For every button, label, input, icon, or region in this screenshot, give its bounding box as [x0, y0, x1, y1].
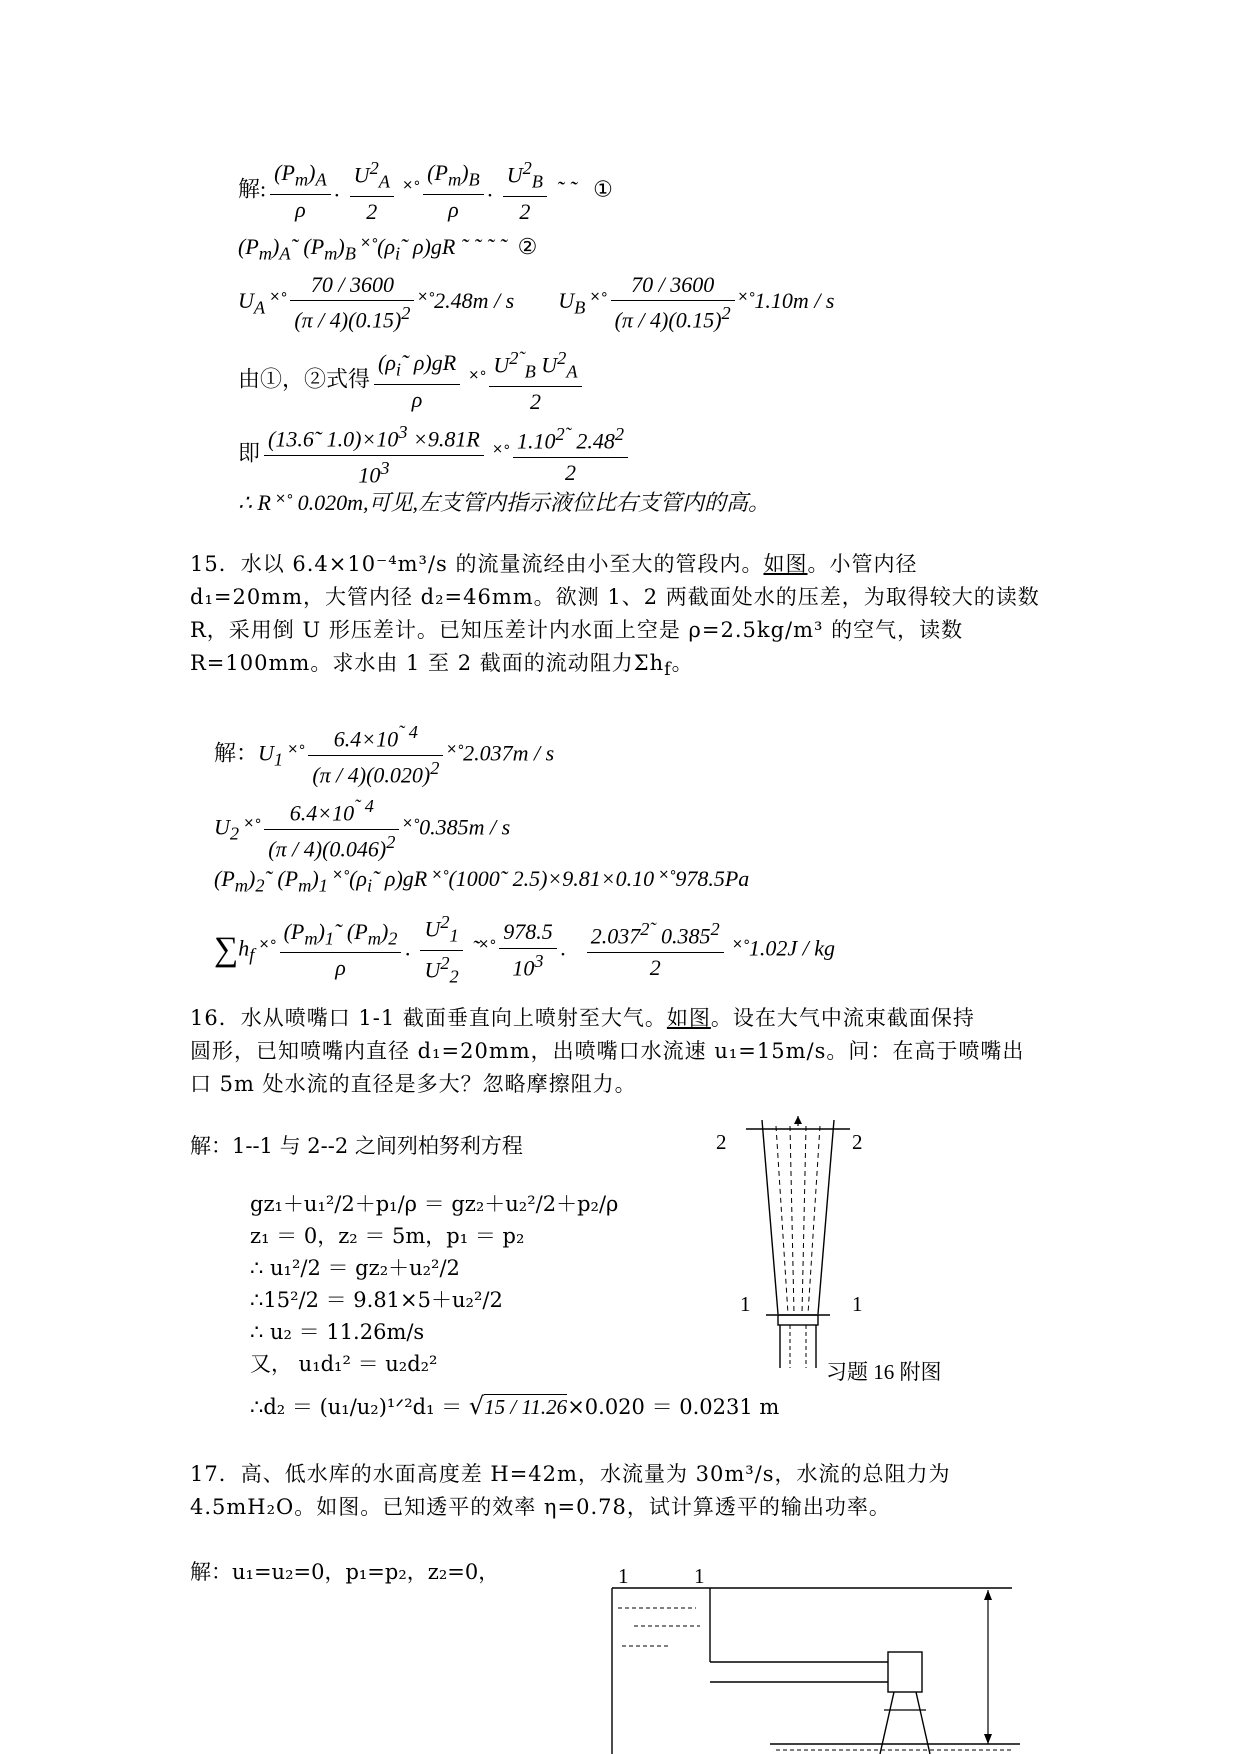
q16-eq5: ∴ u₂ ＝ 11.26m/s [250, 1320, 425, 1344]
q16-solution-title: 解：1--1 与 2--2 之间列柏努利方程 [190, 1134, 523, 1158]
q16-fig-label-2-left: 2 [716, 1130, 727, 1154]
q17-fig-label-1-left: 1 [618, 1564, 629, 1588]
q15-statement: 15．水以 6.4×10⁻⁴m³/s 的流量流经由小至大的管段内。如图。小管内径 d₁=20mm，大管内径 d₂=46mm。欲测 1、2 两截面处水的压差，为取得较大的读数 R，采用倒 U 形压差计。已知压差计内水面上空是 ρ=2.5kg/m³ 的空气，读数 R=100mm。求水由 1 至 2 截面的流动阻力$\Sigma h_f$。 [190, 552, 1040, 681]
q14-eq5: 即 $\frac{(13.6˜ 1.0)\times 10^3 \times 9.81R}{10^3}$ ˟˚ $\frac{1.10^{2˜} 2.48^2}{2}$ [238, 422, 632, 488]
q14-eq3: $U_A$ ˟˚ $\frac{70 / 3600}{(\pi / 4)(0.15)^2}$ ˟˚2.48m / s $U_B$ ˟˚ $\frac{70 / 3600}{(\pi / 4)(0.15)^2}$ ˟˚1.10m / s [238, 272, 835, 333]
q16-statement: 16．水从喷嘴口 1-1 截面垂直向上喷射至大气。如图。设在大气中流束截面保持 圆形，已知喷嘴内直径 d₁=20mm，出喷嘴口水流速 u₁=15m/s。问：在高于喷嘴出 口 5m 处水流的直径是多大？忽略摩擦阻力。 [190, 1006, 1025, 1096]
q16-eq6: 又， u₁d₁² ＝ u₂d₂² [250, 1352, 438, 1376]
q15-figure-link[interactable]: 如图 [763, 552, 808, 576]
q14-eq6: ∴ R ˟˚ 0.020m,可见,左支管内指示液位比右支管内的高。 [238, 490, 771, 515]
q15-s4: $\sum h_f$ ˟˚ $\frac{(P_m)_1˜ (P_m)_2}{\rho}$ . $\frac{U^2_1}{U^2_2}$ ˜˟˚ $\frac{978.5}{10^3}$ . $\frac{2.037^{2˜} 0.385^2}{2}$ ˟˚1.02J / kg [214, 912, 836, 987]
q15-s2: $U_2$ ˟˚ $\frac{6.4\times 10^{˜ 4}}{(\pi / 4)(0.046)^2}$ ˟˚0.385m / s [214, 796, 511, 862]
q17-solution: 解：u₁=u₂=0，p₁=p₂，z₂=0， [190, 1560, 500, 1584]
q17-statement: 17．高、低水库的水面高度差 H=42m，水流量为 30m³/s，水流的总阻力为 4.5mH₂O。如图。已知透平的效率 η=0.78，试计算透平的输出功率。 [190, 1462, 951, 1519]
q17-fig-label-1-right: 1 [694, 1564, 705, 1588]
q16-fig-label-2-right: 2 [852, 1130, 863, 1154]
q14-eq2: $(P_m)_A˜$ $(P_m)_B$ $˟˚(\rho_i˜$ ρ)gR ˜ ˜ ˜ ˜ ② [238, 234, 538, 264]
q15-s1: 解：$U_1$ ˟˚ $\frac{6.4\times 10^{˜ 4}}{(\pi / 4)(0.020)^2}$ ˟˚2.037m / s [214, 722, 555, 788]
q16-eq2: z₁ ＝ 0，z₂ ＝ 5m，p₁ ＝ p₂ [250, 1224, 525, 1248]
q16-eq7: ∴d₂ ＝ (u₁/u₂)¹ᐟ²d₁ ＝ √15 / 11.26×0.020 ＝ 0.0231 m [250, 1392, 780, 1420]
q14-eq4: 由①，②式得 $\frac{(\rho_i˜ \rho)gR}{\rho}$ ˟˚ $\frac{U^{2˜}_B U^2_A}{2}$ [238, 348, 586, 415]
q16-eq3: ∴ u₁²/2 ＝ gz₂＋u₂²/2 [250, 1256, 460, 1280]
q15-s3: $(P_m)_2˜$ $(P_m)_1$ $˟˚(\rho_i˜$ ρ)gR ˟˚(1000˜ 2.5)×9.81×0.10 ˟˚978.5Pa [214, 866, 750, 896]
q16-eq4: ∴15²/2 ＝ 9.81×5＋u₂²/2 [250, 1288, 503, 1312]
q14-eq1: 解: $\frac{(P_m)_A}{\rho}$ . $\frac{U^2_A}{2}$ ˟˚ $\frac{(P_m)_B}{\rho}$ . $\frac{U^2_B}{2}$ ˜ ˜ ① [238, 158, 613, 224]
q16-fig-label-1-right: 1 [852, 1292, 863, 1316]
q16-eq1: gz₁＋u₁²/2＋p₁/ρ ＝ gz₂＋u₂²/2＋p₂/ρ [250, 1192, 619, 1216]
q17-turbine-figure [600, 1560, 1040, 1754]
q16-fig-label-1-left: 1 [740, 1292, 751, 1316]
q16-figure-link[interactable]: 如图 [666, 1006, 711, 1030]
q16-fig-caption: 习题 16 附图 [826, 1360, 942, 1384]
